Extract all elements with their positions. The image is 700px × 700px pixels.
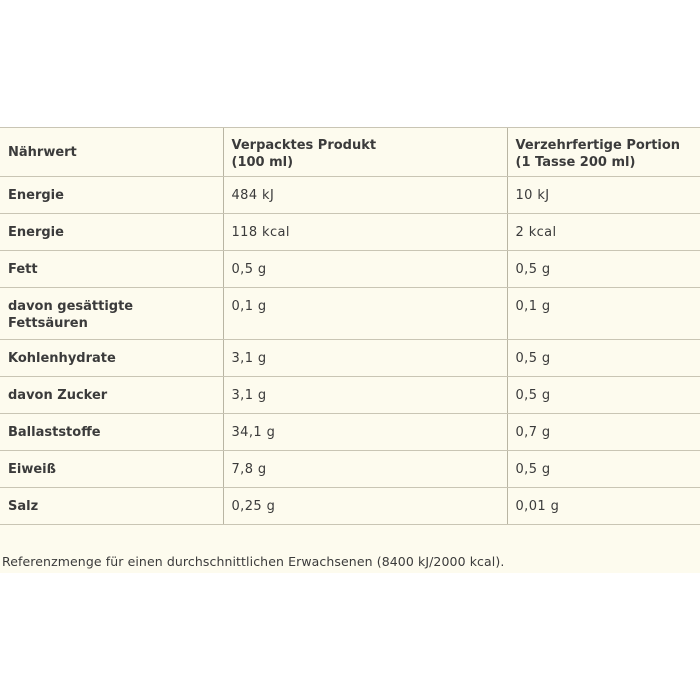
row-value-per100: 7,8 g <box>223 451 507 488</box>
table-row <box>0 414 700 451</box>
row-label-line2: Fettsäuren <box>8 316 88 331</box>
header-packed-line1: Verpacktes Produkt <box>231 138 377 153</box>
row-value-per100: 0,25 g <box>223 488 507 525</box>
row-label-line1: davon gesättigte <box>8 299 134 314</box>
row-value-portion: 0,7 g <box>507 414 700 451</box>
row-value-per100: 0,5 g <box>223 251 507 288</box>
row-value-portion: 0,5 g <box>507 340 700 377</box>
row-label: davon Zucker <box>0 377 223 414</box>
row-label: Energie <box>0 177 223 214</box>
row-label <box>0 288 223 340</box>
reference-footnote: Referenzmenge für einen durchschnittlichen Erwachsenen (8400 kJ/2000 kcal). <box>2 554 505 569</box>
header-packed-product <box>223 128 507 177</box>
table-header-row <box>0 128 700 177</box>
table-row <box>0 451 700 488</box>
row-value-portion: 0,1 g <box>507 288 700 340</box>
row-value-portion: 0,01 g <box>507 488 700 525</box>
nutrition-panel <box>0 127 700 573</box>
table-row <box>0 377 700 414</box>
row-label: Ballaststoffe <box>0 414 223 451</box>
row-value-portion: 2 kcal <box>507 214 700 251</box>
row-label: Energie <box>0 214 223 251</box>
header-nutrient <box>0 128 223 177</box>
row-label: Fett <box>0 251 223 288</box>
row-value-per100: 3,1 g <box>223 340 507 377</box>
table-row <box>0 214 700 251</box>
table-row <box>0 251 700 288</box>
row-value-portion: 10 kJ <box>507 177 700 214</box>
header-portion-line1: Verzehrfertige Portion <box>515 138 681 153</box>
row-value-per100: 3,1 g <box>223 377 507 414</box>
row-value-per100: 484 kJ <box>223 177 507 214</box>
row-value-portion: 0,5 g <box>507 377 700 414</box>
row-label: Salz <box>0 488 223 525</box>
header-packed-line2: (100 ml) <box>231 155 294 170</box>
row-label: Kohlenhydrate <box>0 340 223 377</box>
row-value-per100: 34,1 g <box>223 414 507 451</box>
nutrition-table <box>0 127 700 525</box>
table-row <box>0 488 700 525</box>
table-row <box>0 177 700 214</box>
header-portion-line2: (1 Tasse 200 ml) <box>515 155 636 170</box>
table-row <box>0 288 700 340</box>
row-value-per100: 0,1 g <box>223 288 507 340</box>
header-ready-portion <box>507 128 700 177</box>
row-value-portion: 0,5 g <box>507 251 700 288</box>
table-row <box>0 340 700 377</box>
row-value-per100: 118 kcal <box>223 214 507 251</box>
header-nutrient-label: Nährwert <box>8 144 77 160</box>
row-value-portion: 0,5 g <box>507 451 700 488</box>
row-label: Eiweiß <box>0 451 223 488</box>
